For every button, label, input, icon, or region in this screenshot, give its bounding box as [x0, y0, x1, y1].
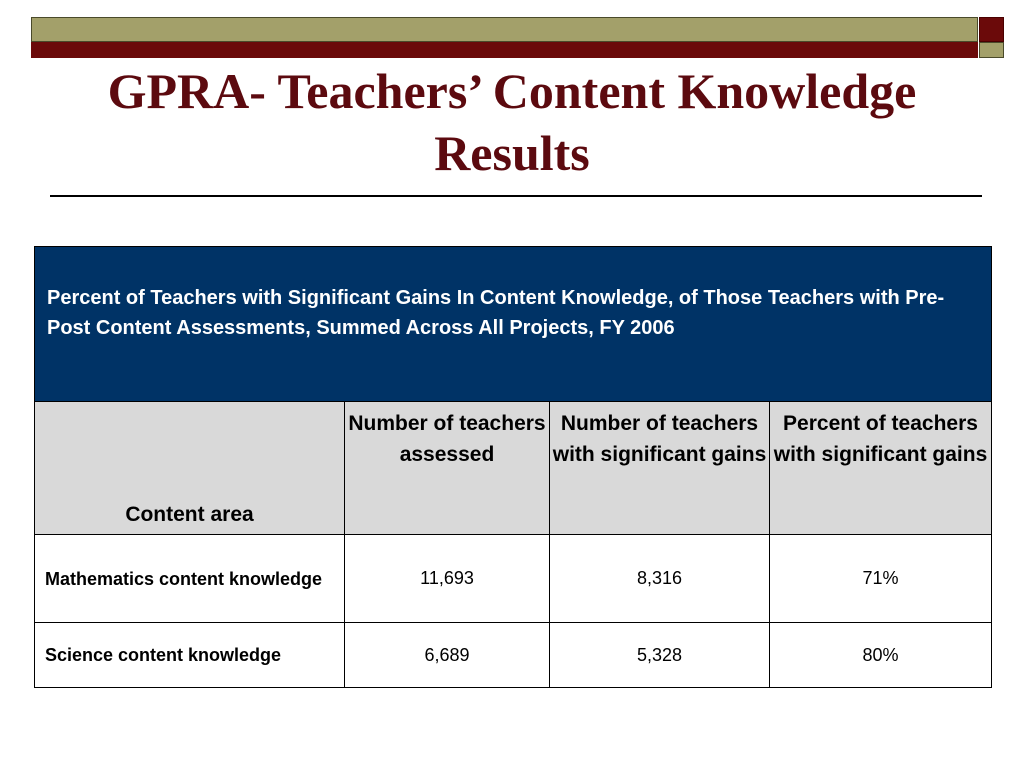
slide-title: GPRA- Teachers’ Content Knowledge Results: [107, 63, 917, 181]
row-percent: 71%: [770, 535, 992, 623]
header-content-area: Content area: [35, 402, 345, 535]
header-row: [35, 402, 992, 535]
row-area: Science content knowledge: [35, 623, 345, 688]
caption-row: [35, 247, 992, 402]
row-assessed: 11,693: [345, 535, 550, 623]
corner-olive-square: [979, 42, 1004, 58]
row-with-gains: 8,316: [550, 535, 770, 623]
table-caption: Percent of Teachers with Significant Gains In Content Knowledge, of Those Teachers with Pre-Post Content Assessments, Summed Across All Projects, FY 2006: [35, 247, 992, 402]
results-table: [34, 246, 992, 688]
header-assessed: Number of teachers assessed: [345, 402, 550, 535]
row-percent: 80%: [770, 623, 992, 688]
row-assessed: 6,689: [345, 623, 550, 688]
row-area: Mathematics content knowledge: [35, 535, 345, 623]
table-row: [35, 623, 992, 688]
top-maroon-bar: [31, 42, 978, 58]
title-divider: [50, 195, 982, 197]
header-percent: Percent of teachers with significant gains: [770, 402, 992, 535]
table-row: [35, 535, 992, 623]
row-with-gains: 5,328: [550, 623, 770, 688]
header-with-gains: Number of teachers with significant gains: [550, 402, 770, 535]
top-olive-bar: [31, 17, 978, 42]
corner-maroon-square: [979, 17, 1004, 42]
